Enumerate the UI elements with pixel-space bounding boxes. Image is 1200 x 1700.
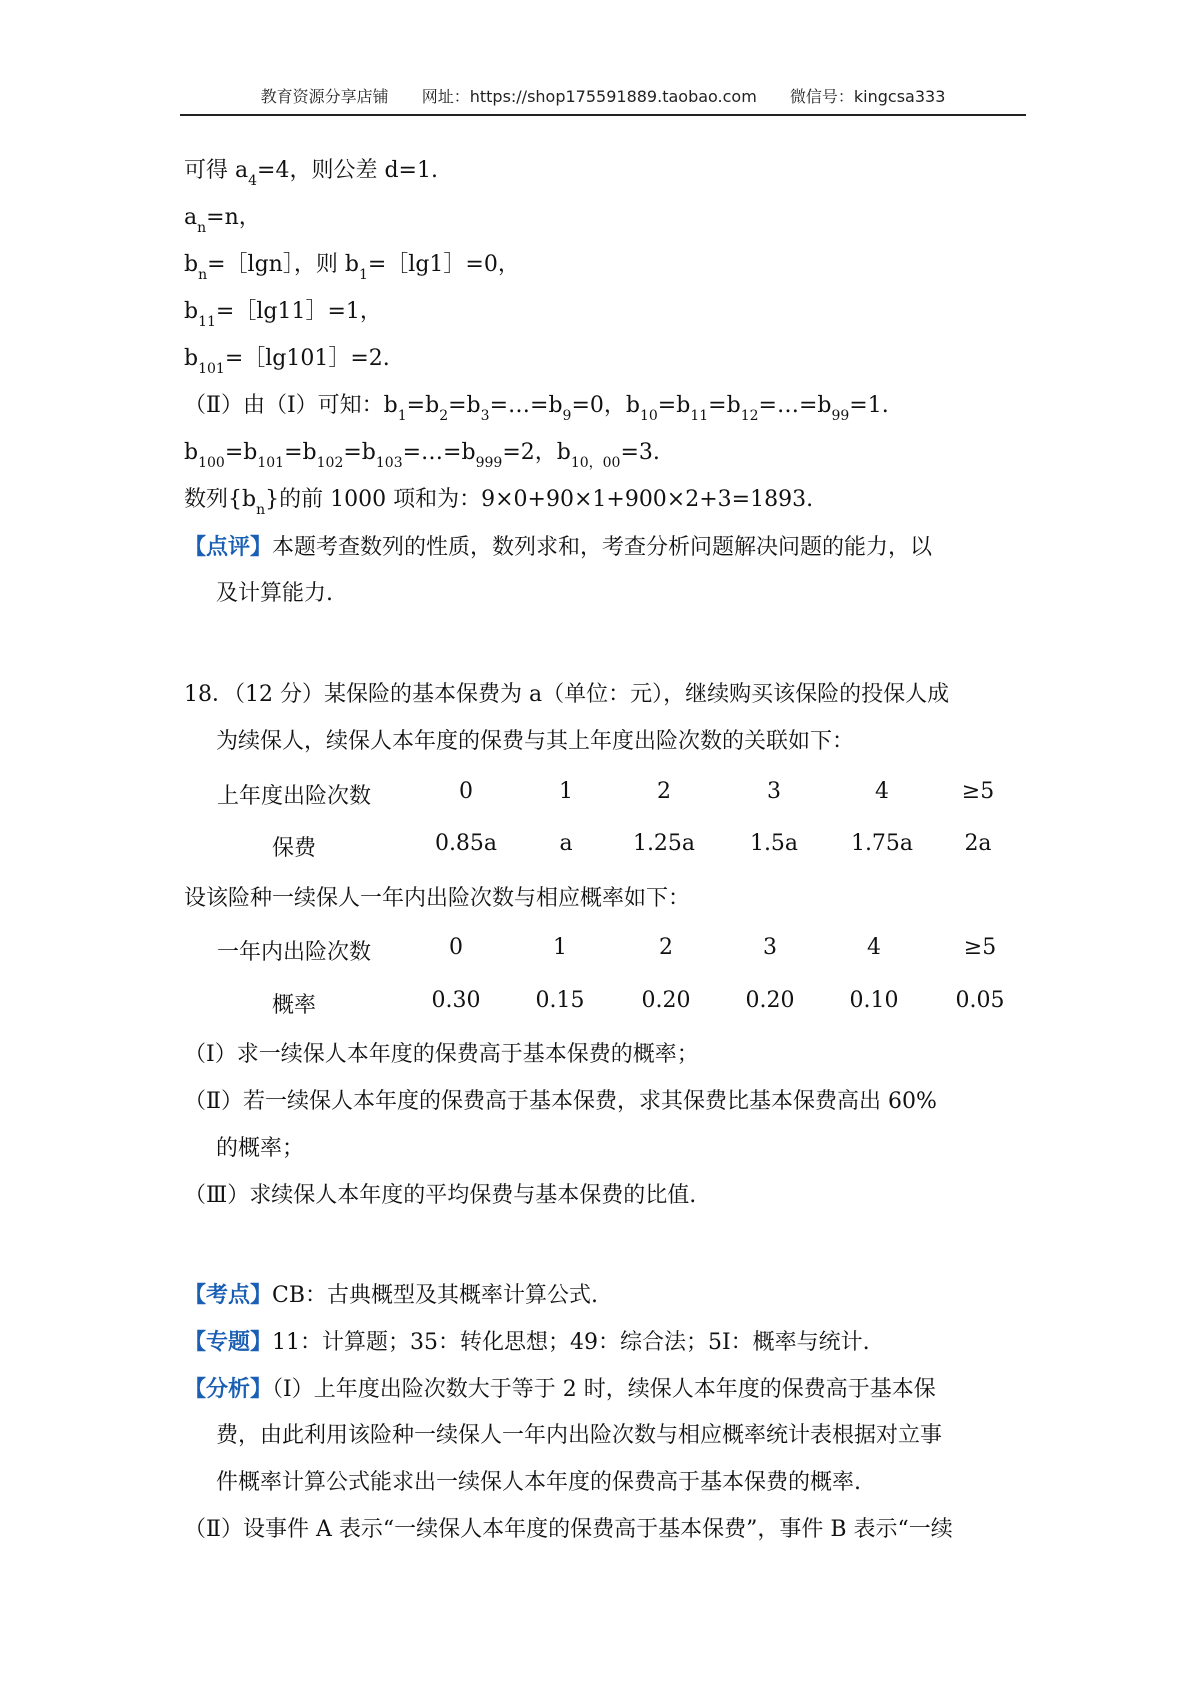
fenxi-line-2: 费，由此利用该险种一续保人一年内出险次数与相应概率统计表根据对立事	[216, 1423, 943, 1448]
solution-line-5: $b_{101}=[\lg 101]=2$.	[184, 346, 390, 378]
fenxi-line-4: （Ⅱ）设事件 A 表示“一续保人本年度的保费高于基本保费”，事件 B 表示“一续	[184, 1517, 953, 1542]
table1-cell: 0	[459, 779, 473, 804]
table1-head-counts: 上年度出险次数	[216, 784, 372, 809]
solution-line-7: $b_{100}=b_{101}=b_{102}=b_{103}=\dots=b_{999}=2$，$b_{10,00}=3$.	[184, 440, 660, 472]
table1-cell: 2	[657, 779, 671, 804]
page-header	[180, 84, 1026, 116]
q18-part1: （Ⅰ）求一续保人本年度的保费高于基本保费的概率；	[184, 1042, 699, 1067]
table2-cell: 4	[867, 935, 881, 960]
table2-cell: 3	[763, 935, 777, 960]
solution-line-3: $b_n=[\lg n]$，则 $b_1=[\lg 1]=0$，	[184, 252, 520, 284]
table1-cell: 3	[767, 779, 781, 804]
table1-cell: 1	[559, 779, 573, 804]
zhuanti-line: 【专题】11：计算题；35：转化思想；49：综合法；5I：概率与统计.	[184, 1329, 870, 1355]
table1-cell: 1.75a	[850, 831, 914, 856]
table1-row-premiums	[184, 831, 1024, 865]
comment-line-1: 【点评】本题考查数列的性质，数列求和，考查分析问题解决问题的能力，以	[184, 534, 933, 560]
solution-line-1: 可得 $a_4=4$，则公差 d=1.	[184, 158, 438, 190]
table1-cell: 1.5a	[749, 831, 799, 856]
zhuanti-tag: 【专题】	[184, 1329, 273, 1355]
table2-row-probs	[184, 988, 1024, 1022]
solution-line-4: $b_{11}=[\lg 11]=1$，	[184, 299, 382, 331]
table2-row-counts	[184, 935, 1024, 969]
table2-cell: 2	[659, 935, 673, 960]
table2-cell: ≥5	[963, 935, 997, 960]
table2-cell: 0.30	[431, 988, 481, 1013]
table2-cell: 0	[449, 935, 463, 960]
header-shop: 教育资源分享店铺	[260, 87, 389, 106]
table2-cell: 0.05	[955, 988, 1005, 1013]
q18-part3: （Ⅲ）求续保人本年度的平均保费与基本保费的比值.	[184, 1183, 697, 1208]
q18-line-2: 为续保人，续保人本年度的保费与其上年度出险次数的关联如下：	[216, 729, 855, 754]
comment-line-2: 及计算能力.	[216, 581, 333, 606]
table2-cell: 0.10	[849, 988, 899, 1013]
table1-cell: 1.25a	[632, 831, 696, 856]
header-wechat: 微信号：kingcsa333	[789, 87, 946, 106]
table2-head-counts: 一年内出险次数	[216, 940, 372, 965]
table1-cell: 2a	[964, 831, 992, 856]
fenxi-tag: 【分析】	[184, 1376, 273, 1402]
table1-head-premium: 保费	[271, 836, 317, 861]
solution-line-6: （Ⅱ）由（Ⅰ）可知：$b_1=b_2=b_3=\dots=b_9=0$，$b_{10}=b_{11}=b_{12}=\dots=b_{99}=1$.	[184, 393, 889, 425]
comment-tag: 【点评】	[184, 534, 273, 560]
q18-part2-line1: （Ⅱ）若一续保人本年度的保费高于基本保费，求其保费比基本保费高出 60%	[184, 1089, 937, 1114]
q18-part2-line2: 的概率；	[216, 1136, 305, 1161]
solution-line-8: 数列$\{b_n\}$的前 1000 项和为：9×0+90×1+900×2+3=1893.	[184, 487, 814, 519]
solution-line-2: $a_n=n$，	[184, 205, 261, 237]
table1-cell: 0.85a	[434, 831, 498, 856]
kaodian-tag: 【考点】	[184, 1282, 273, 1308]
table2-cell: 1	[553, 935, 567, 960]
table1-cell: 4	[875, 779, 889, 804]
header-url: 网址：https://shop175591889.taobao.com	[421, 87, 757, 106]
table1-cell: ≥5	[961, 779, 995, 804]
table1-cell: a	[559, 831, 573, 856]
fenxi-line-3: 件概率计算公式能求出一续保人本年度的保费高于基本保费的概率.	[216, 1470, 861, 1495]
table2-cell: 0.15	[535, 988, 585, 1013]
table2-cell: 0.20	[641, 988, 691, 1013]
q18-mid-line: 设该险种一续保人一年内出险次数与相应概率如下：	[184, 886, 691, 911]
table1-row-counts	[184, 779, 1024, 813]
kaodian-line: 【考点】CB：古典概型及其概率计算公式.	[184, 1282, 599, 1308]
fenxi-line-1: 【分析】（Ⅰ）上年度出险次数大于等于 2 时，续保人本年度的保费高于基本保	[184, 1376, 936, 1402]
table2-head-prob: 概率	[271, 993, 317, 1018]
q18-line-1: 18．（12 分）某保险的基本保费为 a（单位：元），继续购买该保险的投保人成	[184, 682, 950, 707]
table2-cell: 0.20	[745, 988, 795, 1013]
